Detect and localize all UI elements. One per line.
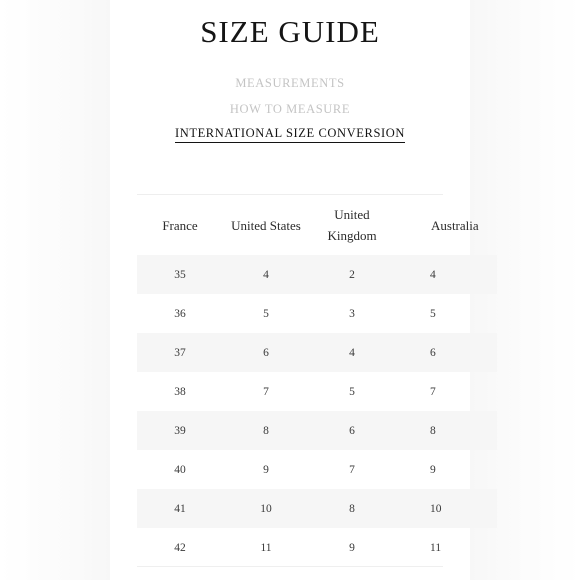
cell-united-kingdom: 8	[309, 489, 395, 528]
cell-united-states: 8	[223, 411, 309, 450]
cell-united-kingdom: 2	[309, 255, 395, 294]
cell-united-kingdom: 3	[349, 307, 355, 320]
table-row	[137, 489, 497, 528]
cell-france: 39	[137, 411, 223, 450]
size-guide-tabs	[0, 74, 580, 143]
cell-united-states: 7	[263, 385, 269, 398]
table-row	[137, 372, 497, 411]
cell-united-kingdom: 7	[349, 463, 355, 476]
cell-australia: 10	[395, 489, 497, 528]
cell-united-kingdom: 5	[349, 385, 355, 398]
cell-australia: 9	[430, 463, 436, 476]
size-conversion-table	[137, 195, 497, 567]
cell-australia: 6	[395, 333, 497, 372]
cell-france: 42	[174, 541, 186, 554]
table-row	[137, 294, 497, 333]
tab-international-size-conversion[interactable]: INTERNATIONAL SIZE CONVERSION	[175, 125, 405, 143]
cell-australia: 5	[430, 307, 436, 320]
cell-united-states: 9	[263, 463, 269, 476]
cell-united-states: 11	[260, 541, 272, 554]
column-header-australia: Australia	[431, 217, 479, 233]
cell-united-kingdom: 6	[309, 411, 395, 450]
cell-france: 41	[137, 489, 223, 528]
cell-australia: 11	[430, 541, 442, 554]
cell-france: 35	[137, 255, 223, 294]
table-row	[137, 255, 497, 294]
column-header-united-kingdom: United Kingdom	[327, 207, 377, 243]
cell-united-states: 4	[223, 255, 309, 294]
column-header-united-states: United States	[231, 217, 301, 233]
cell-united-states: 5	[263, 307, 269, 320]
cell-france: 38	[174, 385, 186, 398]
table-row	[137, 450, 497, 489]
page-title: SIZE GUIDE	[200, 14, 380, 49]
tab-how-to-measure[interactable]: HOW TO MEASURE	[229, 101, 351, 116]
table-row	[137, 411, 497, 450]
cell-united-kingdom: 9	[349, 541, 355, 554]
table-bottom-border	[137, 566, 443, 567]
cell-france: 36	[174, 307, 186, 320]
cell-france: 40	[174, 463, 186, 476]
cell-france: 37	[137, 333, 223, 372]
cell-united-states: 10	[223, 489, 309, 528]
table-row	[137, 528, 497, 567]
cell-australia: 7	[430, 385, 436, 398]
cell-united-kingdom: 4	[309, 333, 395, 372]
cell-australia: 8	[395, 411, 497, 450]
cell-united-states: 6	[223, 333, 309, 372]
tab-measurements[interactable]: MEASUREMENTS	[235, 76, 345, 90]
table-header-row	[137, 195, 497, 255]
column-header-france: France	[162, 217, 198, 233]
size-conversion-table-scroll[interactable]	[137, 194, 479, 575]
table-row	[137, 333, 497, 372]
cell-australia: 4	[395, 255, 497, 294]
